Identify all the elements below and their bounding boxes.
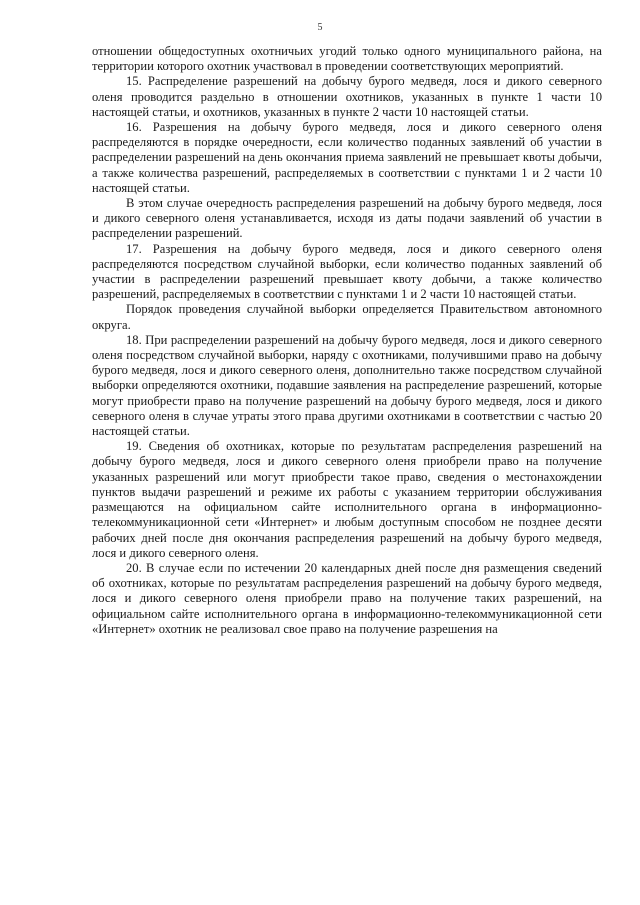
- page-number: 5: [317, 22, 323, 33]
- paragraph-15: 15. Распределение разрешений на добычу бурого медведя, лося и дикого северного оленя проводится раздельно в отношении охотников, указанных в пункте 1 части 10 настоящей статьи, и охотников, указанных в пункте 2 части 10 настоящей статьи.: [92, 74, 602, 119]
- paragraph-17: 17. Разрешения на добычу бурого медведя, лося и дикого северного оленя распределяются посредством случайной выборки, если количество поданных заявлений об участии в распределении разрешений превышает квоту добычи, а также количество разрешений, распределяемых в соответствии с пунктами 1 и 2 части 10 настоящей статьи.: [92, 241, 602, 302]
- paragraph-18: 18. При распределении разрешений на добычу бурого медведя, лося и дикого северного оленя посредством случайной выборки, наряду с охотниками, получившими право на добычу бурого медведя, лося и дикого северного оленя, дополнительно также посредством случайной выборки определяются охотники, подавшие заявления на распределение разрешений, которые могут приобрести право на получение разрешений на добычу бурого медведя, лося и дикого северного оленя в случае утраты этого права другими охотниками в соответствии с частью 20 настоящей статьи.: [92, 332, 602, 439]
- paragraph-17-continuation: Порядок проведения случайной выборки определяется Правительством автономного округа.: [92, 302, 602, 332]
- paragraph-19: 19. Сведения об охотниках, которые по результатам распределения разрешений на добычу бурого медведя, лося и дикого северного оленя приобрели право на получение указанных разрешений или могут приобрести такое право, сведения о местонахождении пунктов выдачи разрешений и режиме их работы с указанием территории обслуживания размещаются на официальном сайте исполнительного органа в информационно-телекоммуникационной сети «Интернет» и любым доступным способом не позднее десяти рабочих дней после дня окончания распределения разрешений на добычу бурого медведя, лося и дикого северного оленя.: [92, 439, 602, 560]
- paragraph-16-continuation: В этом случае очередность распределения разрешений на добычу бурого медведя, лося и дикого северного оленя устанавливается, исходя из даты подачи заявлений об участии в распределении разрешений.: [92, 196, 602, 241]
- paragraph-16: 16. Разрешения на добычу бурого медведя, лося и дикого северного оленя распределяются в порядке очередности, если количество поданных заявлений об участии в распределении разрешений на день окончания приема заявлений не превышает квоты добычи, а также количества разрешений, распределяемых в соответствии с пунктами 1 и 2 части 10 настоящей статьи.: [92, 120, 602, 195]
- paragraph-20: 20. В случае если по истечении 20 календарных дней после дня размещения сведений об охотниках, которые по результатам распределения разрешений на добычу бурого медведя, лося и дикого северного оленя приобрели право на получение таких разрешений, на официальном сайте исполнительного органа в информационно-телекоммуникационной сети «Интернет» охотник не реализовал свое право на получение разрешения на: [92, 560, 602, 636]
- document-body: [92, 44, 602, 637]
- paragraph-continuation: отношении общедоступных охотничьих угодий только одного муниципального района, на территории которого охотник участвовал в проведении соответствующих мероприятий.: [92, 44, 602, 74]
